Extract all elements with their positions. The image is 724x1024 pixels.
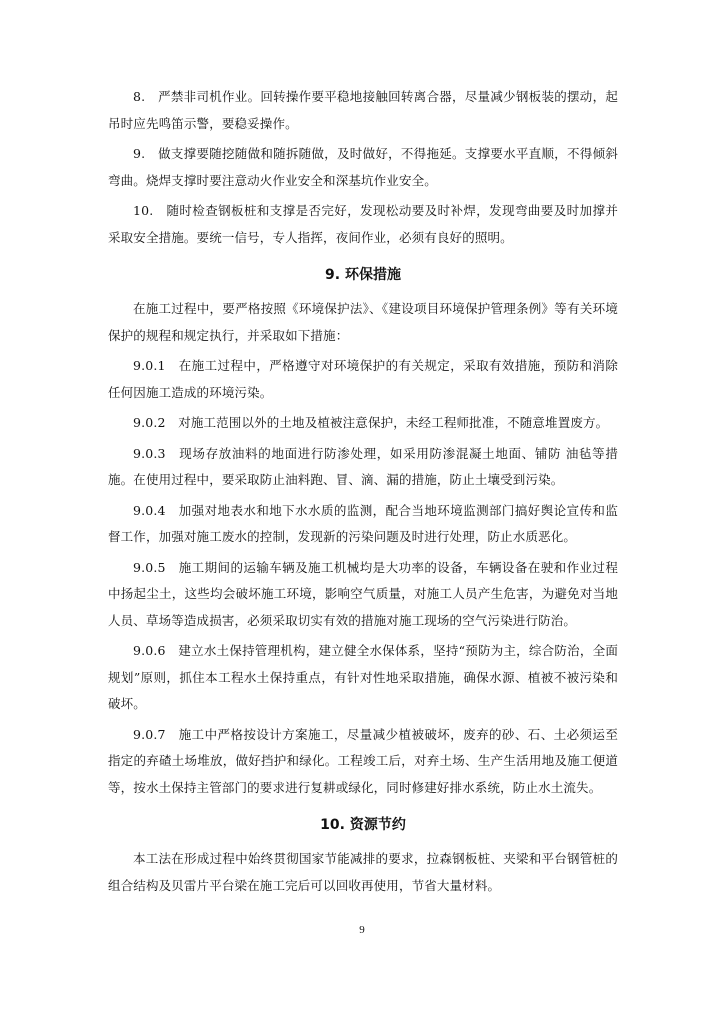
paragraph-9-0-7: 9.0.7 施工中严格按设计方案施工，尽量减少植被破坏，废弃的砂、石、土必须运至指定的弃碴土场堆放，做好挡护和绿化。工程竣工后，对弃土场、生产生活用地及施工便道等，按水土保持主管部门的要求进行复耕或绿化，同时修建好排水系统，防止水土流失。: [108, 726, 618, 795]
paragraph-9-0-6: 9.0.6 建立水土保持管理机构，建立健全水保体系，坚持“预防为主，综合防治，全面规划”原则，抓住本工程水土保持重点，有针对性地采取措施，确保水源、植被不被污染和破坏。: [108, 643, 618, 711]
section-heading-environmental-measures: 9. 环保措施: [325, 267, 401, 283]
document-page: [108, 84, 618, 903]
paragraph-9-0-1: 9.0.1 在施工过程中，严格遵守对环境保护的有关规定，采取有效措施，预防和消除任何因施工造成的环境污染。: [108, 358, 618, 400]
paragraph-9-0-2: 9.0.2 对施工范围以外的土地及植被注意保护，未经工程师批准，不随意堆置废方。: [133, 415, 609, 430]
paragraph-item-8: 8. 严禁非司机作业。回转操作要平稳地接触回转离合器，尽量减少钢板装的摆动，起吊时应先鸣笛示警，要稳妥操作。: [108, 89, 618, 131]
paragraph-item-9: 9. 做支撑要随挖随做和随拆随做，及时做好，不得拖延。支撑要水平直顺，不得倾斜弯曲。烧焊支撑时要注意动火作业安全和深基坑作业安全。: [108, 146, 618, 188]
paragraph-9-0-5: 9.0.5 施工期间的运输车辆及施工机械均是大功率的设备，车辆设备在驶和作业过程中扬起尘土，这些均会破坏施工环境，影响空气质量，对施工人员产生危害，为避免对当地人员、草场等造成损害，必须采取切实有效的措施对施工现场的空气污染进行防治。: [108, 559, 618, 628]
paragraph-9-0-3: 9.0.3 现场存放油料的地面进行防渗处理，如采用防渗混凝土地面、铺防 油毡等措施。在使用过程中，要采取防止油料跑、冒、滴、漏的措施，防止土壤受到污染。: [108, 445, 618, 487]
paragraph-env-intro: 在施工过程中，要严格按照《环境保护法》、《建设项目环境保护管理条例》等有关环境保护的规程和规定执行，并采取如下措施：: [108, 301, 618, 343]
page-number: 9: [359, 924, 365, 936]
paragraph-resource-saving: 本工法在形成过程中始终贯彻国家节能减排的要求，拉森钢板桩、夹梁和平台钢管桩的组合结构及贝雷片平台梁在施工完后可以回收再使用，节省大量材料。: [108, 851, 618, 893]
section-heading-resource-saving: 10. 资源节约: [320, 817, 406, 833]
paragraph-item-10: 10. 随时检查钢板桩和支撑是否完好，发现松动要及时补焊，发现弯曲要及时加撑并采取安全措施。要统一信号，专人指挥，夜间作业，必须有良好的照明。: [108, 203, 618, 245]
paragraph-9-0-4: 9.0.4 加强对地表水和地下水水质的监测，配合当地环境监测部门搞好舆论宣传和监督工作，加强对施工废水的控制，发现新的污染问题及时进行处理，防止水质恶化。: [108, 502, 618, 544]
